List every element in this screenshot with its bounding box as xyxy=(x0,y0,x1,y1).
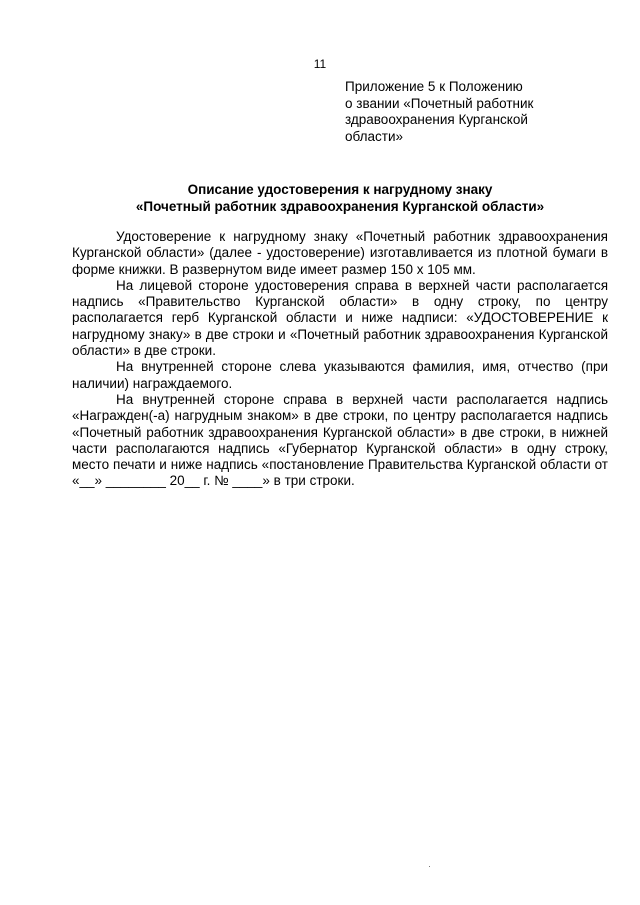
document-title xyxy=(72,181,608,215)
appendix-line: о звании «Почетный работник xyxy=(345,95,534,111)
appendix-note xyxy=(345,79,585,145)
paragraph: На лицевой стороне удостоверения справа в верхней части располагается надпись «Правительство Курганской области» в одну строку, по центру располагается герб Курганской области и ниже надписи: «УДОСТОВЕРЕНИЕ к нагрудному знаку» в две строки и «Почетный работник здравоохранения Курганской области» в две строки. xyxy=(72,277,608,359)
scan-speck xyxy=(429,866,430,867)
paragraph: На внутренней стороне слева указываются фамилия, имя, отчество (при наличии) награждаемого. xyxy=(72,359,608,391)
paragraph: Удостоверение к нагрудному знаку «Почетный работник здравоохранения Курганской области» (далее - удостоверение) изготавливается из плотной бумаги в форме книжки. В развернутом виде имеет размер 150 х 105 мм. xyxy=(72,229,608,277)
paragraph: На внутренней стороне справа в верхней части располагается надпись «Награжден(-а) нагрудным знаком» в две строки, по центру располагается надпись «Почетный работник здравоохранения Курганской области» в две строки, в нижней части располагаются надпись «Губернатор Курганской области» в одну строку, место печати и ниже надпись «постановление Правительства Курганской области от «__» ________ 20__ г. № ____» в три строки. xyxy=(72,391,608,489)
appendix-line: здравоохранения Курганской xyxy=(345,112,528,127)
appendix-line: области» xyxy=(345,128,404,144)
title-line: «Почетный работник здравоохранения Курганской области» xyxy=(135,199,545,214)
page-number: 11 xyxy=(313,57,327,71)
appendix-line: Приложение 5 к Положению xyxy=(345,79,523,94)
document-body xyxy=(72,229,608,490)
title-line: Описание удостоверения к нагрудному знаку xyxy=(187,182,493,197)
